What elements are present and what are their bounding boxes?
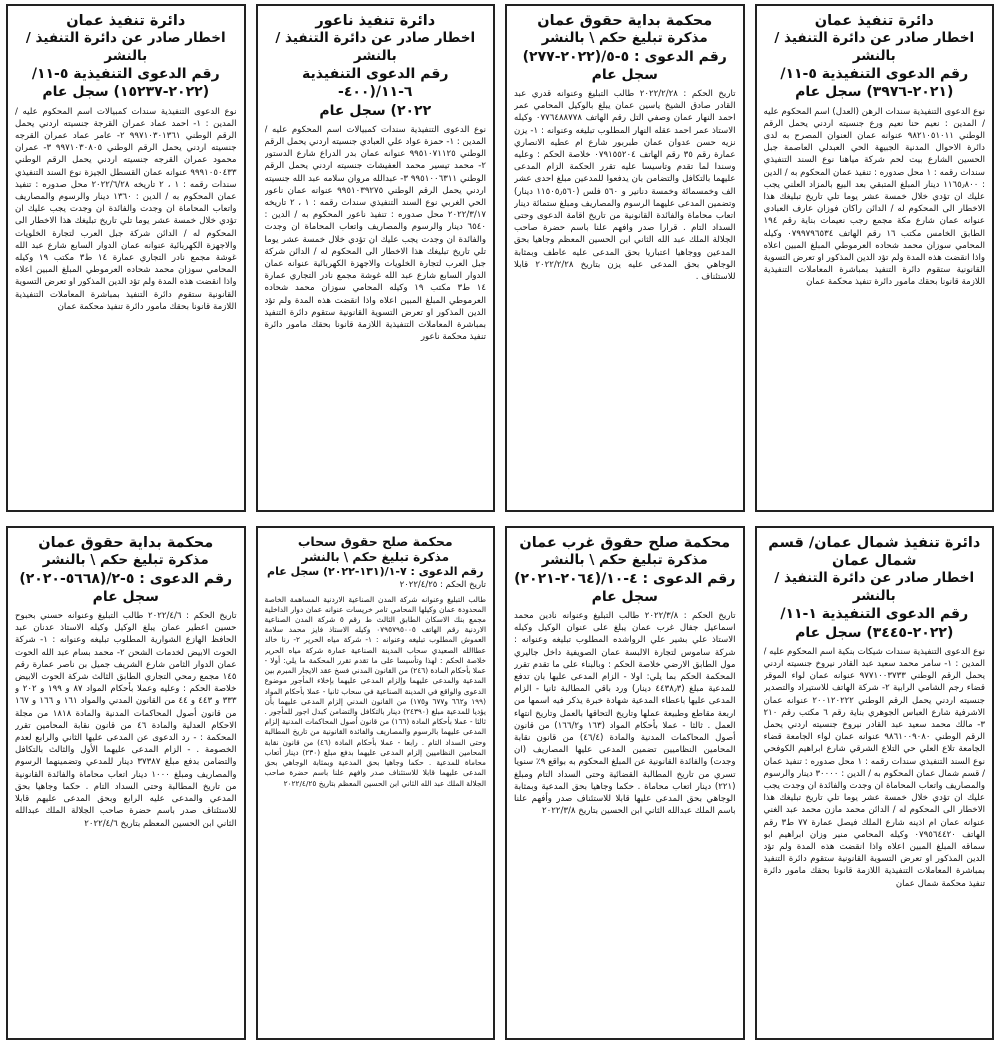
notice-court-title: محكمة صلح حقوق غرب عمان xyxy=(519,535,731,551)
notice-case-year: (٢٠٢١-٣٩٧٦) سجل عام xyxy=(795,84,954,101)
notice-case-number: رقم الدعوى : ٥-٢/(٥٦٦٨-٢٠٢٠) xyxy=(19,570,233,587)
notice-court-title: محكمة صلح حقوق سحاب xyxy=(297,534,453,549)
notice-case-year: سجل عام xyxy=(92,588,159,605)
notice-court-title: محكمة بداية حقوق عمان xyxy=(537,13,713,29)
notice-court-title: محكمة بداية حقوق عمان xyxy=(38,535,214,551)
notice-case-year: ٢٠٢٢) سجل عام xyxy=(319,102,432,119)
notice-subtitle: اخطار صادر عن دائرة التنفيذ / بالنشر xyxy=(275,30,476,64)
notice-naour-execution-400 xyxy=(256,4,496,512)
notice-court-title: دائرة تنفيذ عمان xyxy=(66,13,186,29)
notice-north-amman-execution-3445 xyxy=(755,526,995,1040)
notices-row-bottom xyxy=(6,526,994,1040)
notice-case-number: رقم الدعوى : ٥-٥/(٢٠٢٢-٢٧٧) xyxy=(522,48,727,65)
notice-body: نوع الدعوى التنفيذية سندات شيكات بنكية اسم المحكوم عليه / المدين : ١- سامر محمد سعيد عبد القادر نيروخ جنسيته اردني يحمل الرقم الوطني ٩٧٧١٠٠٣٧٣٣ عنوانه عمان لواء الموقر قضاء رجم الشامي الرابية ٢- شركة الهاتف للاستيراد والتصدير جنسيته اردني يحمل الرقم الوطني ٢٠٠١٢٠٢٢٢ عنوانه عمان الاشرفية شارع العباس الجوهري بناية رقم ٦ مكتب رقم ٢١٠ ٣- مالك محمد سعيد عبد القادر نيروخ جنسيته اردني يحمل الرقم الوطني ٩٨٦١٠٠٩٠٨٠ عنوانه عمان لواء الجامعة قضاء الجامعة تلاع العلي حي التلاع الشرقي شارع ابراهيم الكوفحي نوع السند التنفيذي سندات رقمه : ١ محل صدوره : تنفيذ عمان / قسم شمال عمان المحكوم به / الدين : ٣٠٠٠٠ دينار والرسوم والمصاريف واتعاب المحاماة ان وجدت والفائدة ان وجدت يجب عليك ان تؤدي خلال خمسة عشر يوما تلي تاريخ تبليغك هذا الاخطار الى المحكوم له / الدائن محمد مازن محمد عبد الغني عنوانه عمان ام اذينه شارع الملك فيصل عمارة ٧٧ ط٣ رقم الهاتف ٠٧٩٥٦٤٤٢٠ وكيله المحامي منير وزان ابراهيم ابو سماقه المبلغ المبين اعلاه واذا انقضت هذه المدة ولم تؤد الدين المذكور او تعرض التسوية القانونية ستقوم دائرة التنفيذ بمباشرة المعاملات التنفيذية اللازمة قانونا بحقك مامور دائرة تنفيذ محكمة شمال عمان xyxy=(763,646,985,889)
notice-amman-execution-15237 xyxy=(6,4,246,512)
notice-court-title: دائرة تنفيذ عمان xyxy=(814,13,934,29)
notice-subtitle: اخطار صادر عن دائرة التنفيذ / بالنشر xyxy=(774,30,975,64)
notice-judgment-date: تاريخ الحكم : ٢٠٢٢/٤/٢٥ xyxy=(399,579,486,590)
notice-case-number: رقم الدعوى التنفيذية ٥-١١/ xyxy=(31,66,220,83)
notice-body: نوع الدعوى التنفيذية سندات الرهن (العدل) اسم المحكوم عليه / المدين : نعيم حنا نعيم ورع جنسيته اردني يحمل الرقم الوطني ٩٨٢١٠٥١٠١١ عنوانه عمان العنوان المصرح به لدى دائرة الاحوال المدنية الجبيهة الحي العبدلي العاصمة جبل الحسين الشارع بيت لحم شركة مياهنا نوع السند التنفيذي سندات رقمه : ١ محل صدوره : تنفيذ عمان المحكوم به / الدين : ١١٦٥٫٨٠٠ دينار المبلغ المتبقي بعد البيع بالمزاد العلني يجب عليك ان تؤدي خلال خمسة عشر يوما تلي تاريخ تبليغك هذا الاخطار الى المحكوم له / الدائن راكان فوزان عارف العبادي عنوانه عمان شارع مكة مجمع رجب نعيمات بناية رقم ١٩٤ الطابق الخامس مكتب ١٦ رقم الهاتف ٠٧٩٩٧٩٦٥٣٤ وكيله المحامي سوزان محمد شحاده العرموطي المبلغ المبين اعلاه واذا انقضت هذه المدة ولم تؤد الدين المذكور او تعرض التسوية القانونية ستقوم دائرة التنفيذ بمباشرة المعاملات التنفيذية اللازمة قانونا بحقك مامور دائرة تنفيذ محكمة عمان xyxy=(763,106,985,288)
notice-case-number: رقم الدعوى التنفيذية ٥-١١/ xyxy=(780,66,969,83)
notice-case-number: رقم الدعوى التنفيذية ٦-١١/(٤٠٠- xyxy=(302,66,449,101)
notice-subtitle: اخطار صادر عن دائرة التنفيذ / بالنشر xyxy=(774,570,975,604)
notice-subtitle: مذكرة تبليغ حكم \ بالنشر xyxy=(541,552,708,569)
notice-case-year: (٢٠٢٢-١٥٢٣٧) سجل عام xyxy=(42,84,210,101)
notice-west-amman-magistrate-2064 xyxy=(505,526,745,1040)
notice-court-title: دائرة تنفيذ ناعور xyxy=(315,13,436,29)
notice-case-year: سجل عام xyxy=(591,588,658,605)
notice-case-year: (٢٠٢٢-٣٤٤٥) سجل عام xyxy=(795,624,954,641)
notice-sahab-magistrate-131 xyxy=(256,526,496,1040)
notice-body: نوع الدعوى التنفيذية سندات كمبيالات اسم المحكوم عليه / المدين : ١- احمد عماد عمران القرجة جنسيته اردني يحمل الرقم الوطني ٩٩٧١٠٣٠١٣٦١ ٢- عامر عماد عمران القرجه جنسيته اردني يحمل الرقم الوطني ٩٩٧١٠٣٠٨٠٥ ٣- عمران محمود عمران القرجه جنسيته اردني يحمل الرقم الوطني ٩٩٩١٠٥٠٤٣٣ عنوانه عمان القسطل الجيزة نوع السند التنفيذي سندات رقمه : ١ ، ٢ تاريخه ٢٠٢٢/٦/٢٨ محل صدوره : تنفيذ عمان المحكوم به / الدين : ١٣٦٠ دينار والرسوم والمصاريف واتعاب المحاماة ان وجدت والفائدة ان وجدت يجب عليك ان تؤدي خلال خمسة عشر يوما تلي تاريخ تبليغك هذا الاخطار الى المحكوم له / الدائن شركة جبل العرب لتجارة الخلويات والاجهزة الكهربائية عنوانه عمان الدوار السابع شارع عبد الله غوشة مجمع نادر التجاري عمارة ١٤ ط٣ مكتب ١٩ وكيله المحامي سوزان محمد شحاده العرموطي المبلغ المبين اعلاه واذا انقضت هذه المدة ولم تؤد الدين المذكور او تعرض التسوية القانونية ستقوم دائرة التنفيذ بمباشرة المعاملات التنفيذية اللازمة قانونا بحقك مامور دائرة تنفيذ محكمة عمان xyxy=(15,106,237,312)
notice-amman-execution-3976 xyxy=(755,4,995,512)
notice-amman-first-instance-5668 xyxy=(6,526,246,1040)
notice-case-year: سجل عام xyxy=(591,66,658,83)
notice-case-number: رقم الدعوى التنفيذية ١-١١/ xyxy=(780,606,969,623)
notice-body: تاريخ الحكم : ٢٠٢٢/٢/٢٨ طالب التبليغ وعنوانه قدري عبد القادر صادق الشيخ ياسين عمان يبلغ بالوكيل المحامي عمر احمد النهار عمان وصفي التل رقم الهاتف ٠٧٧٦٤٨٨٧٧٨ وكيله الاستاذ عمر احمد عقله النهار المطلوب تبليغه وعنوانه : ١- يزن نزيه حسن عدوان عمان طبربور شارع ام عطيه الانصاري عمارة رقم ٣٥ رقم الهاتف ٠٧٩١٥٥٢٠٤ خلاصة الحكم : وعليه وسندا لما تقدم وتاسيسا عليه تقرر الحكمة الزام المدعى عليهما بالتكافل والتضامن بان يدفعوا للمدعين مبلغ احدى عشر الف وخمسمائة وخمسة دنانير و ٥٦٠ فلس (١١٥٠٥٫٥٦٠ دينار) وتضمين المدعى عليهما الرسوم والمصاريف ومبلغ ستمائة دينار اتعاب محاماة والفائدة القانونية من تاريخ اقامة الدعوى وحتى السداد التام . قرارا صدر وافهم علنا باسم حضرة صاحب الجلالة الملك عبد الله الثاني ابن الحسين المعظم وجاهيا بحق المدعين ووجاهيا اعتباريا بحق المدعى عليه عاطف وبمثابة الوجاهي بحق المدعى عليه يزن بتاريخ ٢٠٢٢/٢/٢٨ قابلا للاستئناف . xyxy=(514,89,736,283)
notice-amman-first-instance-277 xyxy=(505,4,745,512)
notice-subtitle: مذكرة تبليغ حكم \ بالنشر xyxy=(301,549,449,564)
notices-row-top xyxy=(6,4,994,512)
notice-body: تاريخ الحكم : ٢٠٢٢/٣/٨ طالب التبليغ وعنوانه نادين محمد اسماعيل جفال غرب عمان يبلغ على عنوان الوكيل وكيله الاستاذ علي بشير علي الرواشده المطلوب تبليغه وعنوانه : شركة ساموس لتجارة الالبسة عمان الصويفية داخل جاليري مول الطابق الارضي خلاصة الحكم : وبالبناء على ما تقدم تقرر المحكمة الحكم بما يلي: اولا - الزام المدعى عليها بان تدفع للمدعية مبلغ (٤٤٣٨٫٣ دينار) ورد باقي المطالبة ثانيا - الزام المدعى عليها باعطاء المدعية شهادة خبرة يذكر فيه اسمها من اربعة مقاطع وطبيعة عملها وتاريخ التحاقها بالعمل وتاريخ انتهاء العمل . ثالثا - عملا بأحكام المواد (١٦٣ و١٦٦/٢) من قانون أصول المحاكمات المدنية والمادة (٤٦/٤) من قانون نقابة المحامين النظاميين تضمين المدعى عليها المصاريف (ان وجدت) والفائدة القانونية عن المبلغ المحكوم به بواقع ٩٪ سنويا تسري من تاريخ المطالبة القضائية وحتى السداد التام ومبلغ (٢٢١) دينار اتعاب محاماة . حكما وجاهيا بحق المدعية وبمثابة الوجاهي بحق المدعى عليها قابلا للاستئناف صدر وأفهم علنا باسم الملك عبدالله الثاني ابن الحسين بتاريخ ٢٠٢٢/٣/٨ xyxy=(514,611,736,817)
notice-subtitle: مذكرة تبليغ حكم \ بالنشر xyxy=(541,30,708,47)
notice-body: نوع الدعوى التنفيذية سندات كمبيالات اسم المحكوم عليه / المدين : ١- حمزة عواد علي العبادي جنسيته اردني يحمل الرقم الوطني ٩٩٥١٠٧١١٢٥ عنوانه عمان بدر الدراع شارع الدستور ٢- محمد تيسير محمد العفيشات جنسيته اردني يحمل الرقم الوطني ٩٩٥١٠٠٦٣١١ ٣- عبدالله مروان سلامه عبد الله جنسيته اردني يحمل الرقم الوطني ٩٩٥١٠٣٩٢٧٥ عنوانه عمان ناعور الحي الغربي نوع السند التنفيذي سندات رقمه : ١ ، ٢ تاريخه ٢٠٢٢/٣/١٧ محل صدوره : تنفيذ ناعور المحكوم به / الدين : ٦٥٤٠ دينار والرسوم والمصاريف واتعاب المحاماة ان وجدت والفائدة ان وجدت يجب عليك ان تؤدي خلال خمسة عشر يوما تلي تاريخ تبليغك هذا الاخطار الى المحكوم له / الدائن شركة جبل العرب لتجارة الخلويات والاجهزة الكهربائية عنوانه عمان الدوار السابع شارع عبد الله غوشة مجمع نادر التجاري عمارة ١٤ ط٣ مكتب ١٩ وكيله المحامي سوزان محمد شحاده العرموطي المبلغ المبين اعلاه واذا انقضت هذه المدة ولم تؤد الدين المذكور او تعرض التسوية القانونية ستقوم دائرة التنفيذ بمباشرة المعاملات التنفيذية اللازمة قانونا بحقك مامور دائرة تنفيذ محكمة ناعور xyxy=(264,124,486,343)
notice-court-title: دائرة تنفيذ شمال عمان/ قسم شمال عمان xyxy=(768,535,981,570)
notice-subtitle: مذكرة تبليغ حكم \ بالنشر xyxy=(42,552,209,569)
notice-case-number: رقم الدعوى : ٤-١٠/(٢٠٦٤-٢٠٢١) xyxy=(514,570,736,587)
notice-body: تاريخ الحكم : ٢٠٢٢/٤/٦ طالب التبليغ وعنوانه حسني بحبوح حسين اعطير عمان يبلغ الوكيل وكيله الاستاذ عدنان عبد الحافظ الهازع الشوارية المطلوب تبليغه وعنوانه : ١- شركة الحوت الابيض لخدمات الشحن ٢- محمد بسام عبد الله الحوت عمان الدوار الثامن شارع الشريف جميل بن ناصر عمارة رقم ١٤٥ مجمع رمحي التجاري الطابق الثالث شركة الحوت الابيض خلاصة الحكم : وعليه وعملا بأحكام المواد ٨٧ و ١٩٩ و ٢٠٢ و ٣٣٣ و ٤٤٣ و ٤٤ من القانون المدني والمواد ١٦١ و ١٦٦ و ١٦٧ من قانون أصول المحاكمات المدنية والمادة ١٨١٨ من مجلة الاحكام العدلية والمادة ٤٦ من قانون نقابة المحامين تقرر المحكمة : - رد الدعوى عن المدعى عليها الثاني والرابع لعدم الخصومة . - الزام المدعى عليهما الأول والثالث بالتكافل والتضامن بدفع مبلغ ٣٧٣٨٧ دينار للمدعي وتضمينهما الرسوم والمصاريف ومبلغ ١٠٠٠ دينار اتعاب محاماة والفائدة القانونية من تاريخ المطالبة وحتى السداد التام . حكما وجاهيا بحق المدعي والمدعى عليه الرابع وبحق المدعى عليهم قابلا للاستئناف صدر باسم حضرة صاحب الجلالة الملك عبدالله الثاني ابن الحسين المعظم بتاريخ ٢٠٢٢/٤/٦ xyxy=(15,611,237,829)
notice-subtitle: اخطار صادر عن دائرة التنفيذ / بالنشر xyxy=(25,30,226,64)
notice-case-number: رقم الدعوى : ٧-١/(١٣١-٢٠٢٢) سجل عام xyxy=(267,565,484,579)
notice-body: طالب التبليغ وعنوانه شركة المدن الصناعية الاردنية المساهمة الخاصة المحدودة عمان وكيلها المحامي تامر خريسات عنوانه عمان دوار الداخلية مجمع بنك الاسكان الطابق الثالث ط رقم ٥ شركة المدن الصناعية الاردنية رقم الهاتف ٠٧٩٥٧٩٥٠٠٥ وكيله الاستاذ فايز محمد سلامة العموش المطلوب تبليغه وعنوانه : ١- شركة مياه الحرير ٢- رنا خالد عطاالله الصعيدي سحاب المدينة الصناعية عمارة شركة مياه الحرير خلاصة الحكم : لهذا وتأسيسا على ما تقدم تقرر المحكمة ما يلي: أولا - عملا بأحكام المادة (٢٤٦) من القانون المدني فسخ عقد الايجار المبرم بين المدعية والمدعى عليهما وإلزام المدعى عليهما بإخلاء المأجور موضوع الدعوى والواقع في المدينة الصناعية في سحاب ثانيا - عملا بأحكام المواد (١٩٩ و٦٦٢ و٦٧٧ و١٧٥) من القانون المدني إلزام المدعى عليهما بأن يؤديا للمدعية مبلغ (٢٤٣٩٠) دينار بالتكافل والتضامن كبدل اجور للمأجور . ثالثا - عملا بأحكام المادة (١٦٦) من قانون أصول المحاكمات المدنية إلزام المدعى عليهما بالرسوم والمصاريف والفائدة القانونية من تاريخ المطالبة وحتى السداد التام . رابعا - عملا بأحكام المادة (٤٦) من قانون نقابة المحامين النظاميين إلزام المدعى عليهما بدفع مبلغ (٢٣٠) دينار أتعاب محاماة للمدعية . حكما وجاهيا بحق المدعية وبمثابة الوجاهي بحق المدعى عليهما قابلا للاستئناف صدر وافهم علنا باسم حضرة صاحب الجلالة الملك عبد الله الثاني ابن الحسين المعظم بتاريخ ٢٠٢٢/٤/٢٥ xyxy=(264,594,486,788)
